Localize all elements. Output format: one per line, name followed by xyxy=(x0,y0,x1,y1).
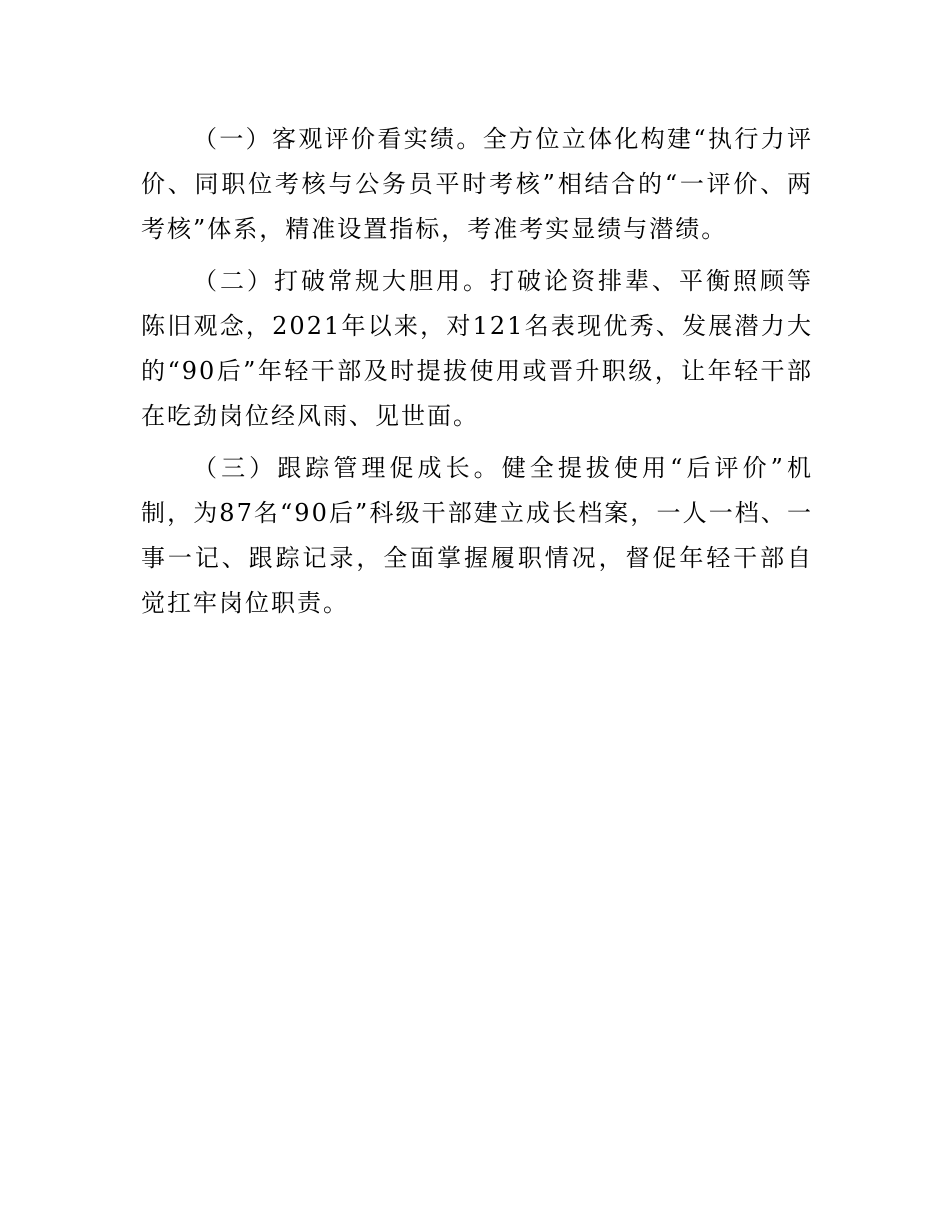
paragraph-objective-evaluation: （一）客观评价看实绩。全方位立体化构建“执行力评价、同职位考核与公务员平时考核”相结合的“一评价、两考核”体系，精准设置指标，考准考实显绩与潜绩。 xyxy=(141,125,813,243)
document-body xyxy=(141,117,813,633)
paragraph-tracking-management: （三）跟踪管理促成长。健全提拔使用“后评价”机制，为87名“90后”科级干部建立成长档案，一人一档、一事一记、跟踪记录，全面掌握履职情况，督促年轻干部自觉扛牢岗位职责。 xyxy=(141,454,813,617)
paragraph-break-conventions: （二）打破常规大胆用。打破论资排辈、平衡照顾等陈旧观念，2021年以来，对121名表现优秀、发展潜力大的“90后”年轻干部及时提拔使用或晋升职级，让年轻干部在吃劲岗位经风雨、见世面。 xyxy=(141,267,813,430)
